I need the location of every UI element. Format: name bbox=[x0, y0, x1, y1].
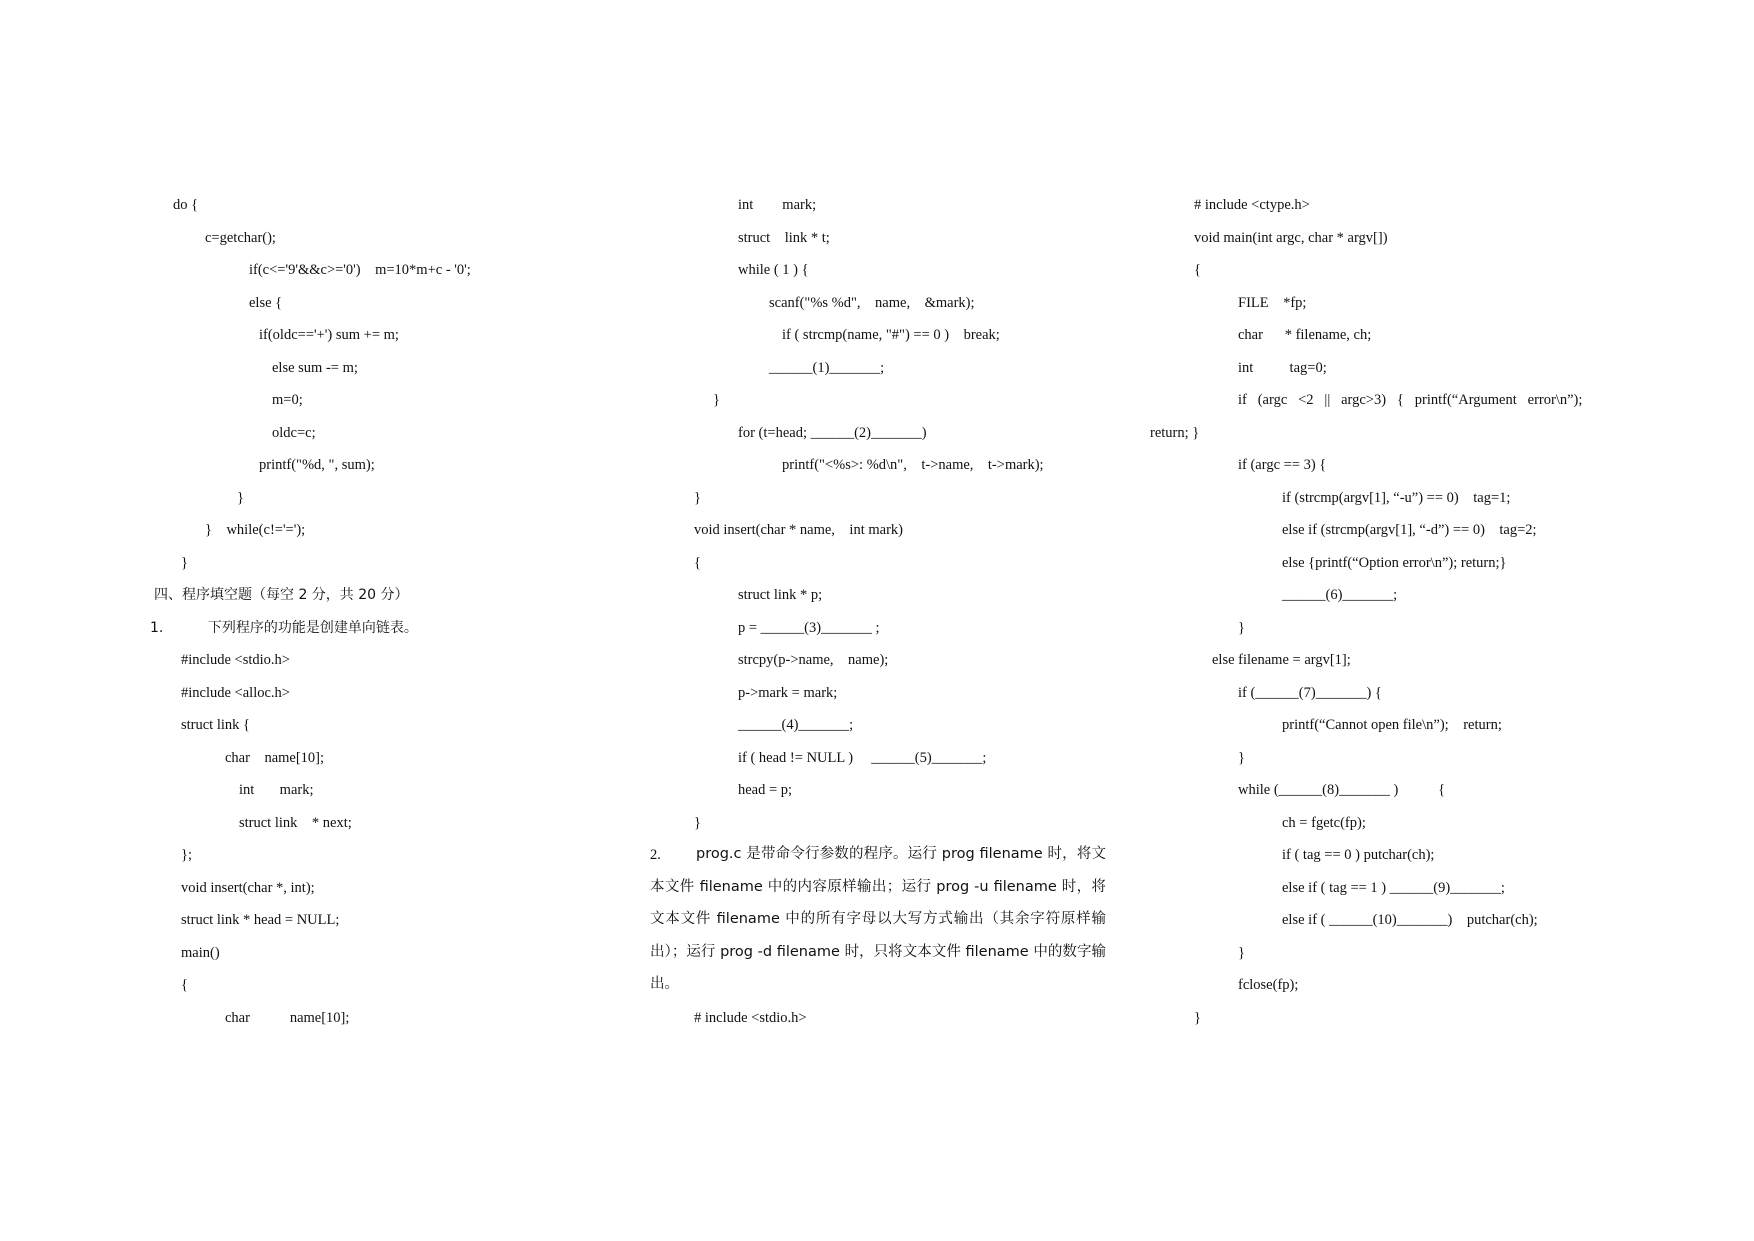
blank-6-line: ______(6)_______; bbox=[1282, 587, 1398, 603]
code-line: void insert(char *, int); bbox=[181, 880, 315, 896]
code-line: if(oldc=='+') sum += m; bbox=[259, 327, 399, 343]
code-line: if (strcmp(argv[1], “-u”) == 0) tag=1; bbox=[1282, 490, 1511, 506]
section-heading: 四、程序填空题（每空 2 分，共 20 分） bbox=[154, 587, 409, 603]
blank-5-line: if ( head != NULL ) ______(5)_______; bbox=[738, 750, 987, 766]
code-line: } bbox=[1238, 750, 1245, 766]
code-line: #include <stdio.h> bbox=[181, 652, 290, 668]
code-line: else if (strcmp(argv[1], “-d”) == 0) tag=2; bbox=[1282, 522, 1537, 538]
code-line: char name[10]; bbox=[225, 750, 325, 766]
code-line: printf("%d, ", sum); bbox=[259, 457, 375, 473]
code-line: else filename = argv[1]; bbox=[1212, 652, 1351, 668]
code-line: struct link * next; bbox=[239, 815, 352, 831]
blank-8-line: while (______(8)_______ ) { bbox=[1238, 782, 1446, 798]
code-line: printf("<%s>: %d\n", t->name, t->mark); bbox=[782, 457, 1044, 473]
code-line: char * filename, ch; bbox=[1238, 327, 1372, 343]
code-line: do { bbox=[173, 197, 199, 213]
code-line: if(c<='9'&&c>='0') m=10*m+c - '0'; bbox=[249, 262, 471, 278]
code-line: ch = fgetc(fp); bbox=[1282, 815, 1366, 831]
code-line: char name[10]; bbox=[225, 1010, 350, 1026]
code-line: } bbox=[237, 490, 244, 506]
code-line: int tag=0; bbox=[1238, 360, 1327, 376]
code-line: int mark; bbox=[239, 782, 314, 798]
code-line: void main(int argc, char * argv[]) bbox=[1194, 230, 1388, 246]
code-line: int mark; bbox=[738, 197, 817, 213]
code-line: struct link { bbox=[181, 717, 250, 733]
code-line: struct link * head = NULL; bbox=[181, 912, 340, 928]
code-line: }; bbox=[181, 847, 192, 863]
code-line: } bbox=[181, 555, 188, 571]
blank-9-line: else if ( tag == 1 ) ______(9)_______; bbox=[1282, 880, 1505, 896]
code-line: } bbox=[1238, 945, 1245, 961]
code-line: # include <ctype.h> bbox=[1194, 197, 1310, 213]
code-line: } bbox=[1238, 620, 1245, 636]
blank-7-line: if (______(7)_______) { bbox=[1238, 685, 1382, 701]
code-line: else {printf(“Option error\n”); return;} bbox=[1282, 555, 1507, 571]
code-line: fclose(fp); bbox=[1238, 977, 1299, 993]
code-line: void insert(char * name, int mark) bbox=[694, 522, 903, 538]
code-line: c=getchar(); bbox=[205, 230, 276, 246]
question-2-number: 2. bbox=[650, 847, 661, 863]
code-line: { bbox=[181, 977, 188, 993]
code-line: struct link * t; bbox=[738, 230, 830, 246]
code-line: if (argc <2 || argc>3) { printf(“Argument error\n”); bbox=[1238, 392, 1583, 408]
code-line: else { bbox=[249, 295, 283, 311]
code-line: struct link * p; bbox=[738, 587, 823, 603]
code-line: { bbox=[694, 555, 701, 571]
code-line: m=0; bbox=[272, 392, 303, 408]
blank-1-line: ______(1)_______; bbox=[769, 360, 885, 376]
code-line: if ( strcmp(name, "#") == 0 ) break; bbox=[782, 327, 1000, 343]
code-line: else sum -= m; bbox=[272, 360, 358, 376]
code-line: } bbox=[713, 392, 720, 408]
code-line: scanf("%s %d", name, &mark); bbox=[769, 295, 975, 311]
code-line: while ( 1 ) { bbox=[738, 262, 809, 278]
code-line: } bbox=[694, 490, 701, 506]
blank-10-line: else if ( ______(10)_______) putchar(ch); bbox=[1282, 912, 1538, 928]
code-line: return; } bbox=[1150, 425, 1200, 441]
code-line: FILE *fp; bbox=[1238, 295, 1307, 311]
code-line: # include <stdio.h> bbox=[694, 1010, 807, 1026]
blank-4-line: ______(4)_______; bbox=[738, 717, 854, 733]
code-line: if ( tag == 0 ) putchar(ch); bbox=[1282, 847, 1435, 863]
code-line: main() bbox=[181, 945, 220, 961]
blank-2-line: for (t=head; ______(2)_______) bbox=[738, 425, 927, 441]
code-line: printf(“Cannot open file\n”); return; bbox=[1282, 717, 1502, 733]
blank-3-line: p = ______(3)_______ ; bbox=[738, 620, 880, 636]
question-2-text: prog.c 是带命令行参数的程序。运行 prog filename 时，将文本文件 filename 中的内容原样输出；运行 prog -u filename 时，将文本文件 filename 中的所有字母以大写方式输出（其余字符原样输出）；运行 prog -d filename 时，只将文本文件 filename 中的数字输出。 bbox=[650, 846, 1106, 993]
code-line: strcpy(p->name, name); bbox=[738, 652, 889, 668]
code-line: { bbox=[1194, 262, 1201, 278]
code-line: } bbox=[1194, 1010, 1201, 1026]
code-line: #include <alloc.h> bbox=[181, 685, 290, 701]
code-line: if (argc == 3) { bbox=[1238, 457, 1327, 473]
code-line: p->mark = mark; bbox=[738, 685, 838, 701]
code-line: } bbox=[694, 815, 701, 831]
code-line: head = p; bbox=[738, 782, 793, 798]
question-1-text: 1. 下列程序的功能是创建单向链表。 bbox=[150, 620, 418, 636]
code-line: oldc=c; bbox=[272, 425, 316, 441]
code-line: } while(c!='='); bbox=[205, 522, 306, 538]
